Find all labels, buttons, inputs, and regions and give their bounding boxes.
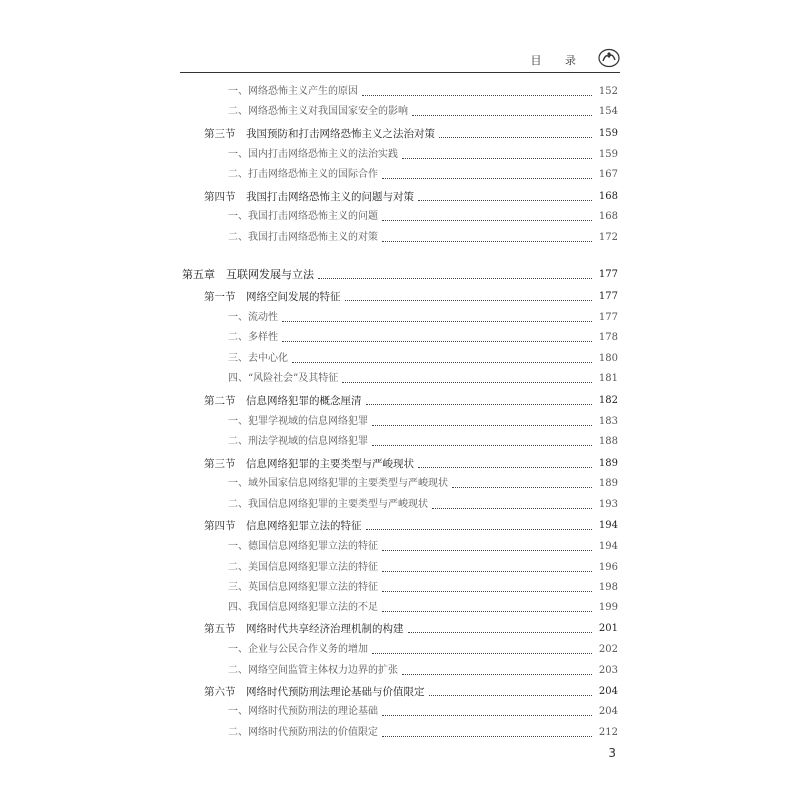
- toc-entry-label: 第三节 我国预防和打击网络恐怖主义之法治对策: [204, 128, 435, 140]
- toc-subsection-entry[interactable]: [228, 309, 618, 325]
- toc-entry-label: 二、网络恐怖主义对我国国家安全的影响: [228, 106, 408, 117]
- dot-leader: [292, 361, 592, 363]
- toc-entry-page: 168: [598, 211, 618, 222]
- dot-leader: [382, 735, 592, 737]
- toc-section-entry[interactable]: [204, 517, 618, 533]
- toc-entry-page: 198: [598, 582, 618, 593]
- toc-entry-page: 183: [598, 416, 618, 427]
- toc-entry-page: 196: [598, 562, 618, 573]
- toc-entry-label: 第四节 我国打击网络恐怖主义的问题与对策: [204, 191, 414, 203]
- toc-entry-page: 181: [598, 373, 618, 384]
- dot-leader: [318, 277, 592, 279]
- toc-entry-label: 第六节 网络时代预防刑法理论基础与价值限定: [204, 686, 425, 698]
- toc-subsection-entry[interactable]: [228, 496, 618, 512]
- toc-subsection-entry[interactable]: [228, 724, 618, 740]
- toc-entry-label: 第一节 网络空间发展的特征: [204, 291, 341, 303]
- toc-entry-page: 204: [598, 706, 618, 717]
- dot-leader: [408, 631, 593, 633]
- dot-leader: [342, 381, 592, 383]
- dot-leader: [402, 157, 592, 159]
- toc-entry-page: 167: [598, 169, 618, 180]
- toc-subsection-entry[interactable]: [228, 83, 618, 99]
- toc-entry-label: 一、德国信息网络犯罪立法的特征: [228, 541, 378, 552]
- toc-entry-page: 203: [598, 665, 618, 676]
- toc-entry-label: 四、“风险社会”及其特征: [228, 373, 339, 384]
- toc-entry-page: 188: [598, 436, 618, 447]
- toc-subsection-entry[interactable]: [228, 579, 618, 595]
- dot-leader: [366, 528, 593, 530]
- toc-entry-page: 194: [598, 520, 618, 531]
- toc-entry-label: 一、流动性: [228, 312, 278, 323]
- toc-section-entry[interactable]: [204, 188, 618, 204]
- dot-leader: [382, 714, 592, 716]
- dot-leader: [382, 590, 592, 592]
- toc-subsection-entry[interactable]: [228, 103, 618, 119]
- toc-entry-page: 172: [598, 232, 618, 243]
- running-header: [180, 50, 620, 72]
- dot-leader: [362, 94, 592, 96]
- toc-entry-label: 四、我国信息网络犯罪立法的不足: [228, 602, 378, 613]
- toc-entry-label: 第五节 网络时代共享经济治理机制的构建: [204, 623, 404, 635]
- dot-leader: [282, 320, 592, 322]
- dot-leader: [372, 444, 592, 446]
- toc-entry-page: 177: [598, 291, 618, 302]
- dot-leader: [372, 424, 592, 426]
- toc-subsection-entry[interactable]: [228, 370, 618, 386]
- dot-leader: [432, 507, 592, 509]
- dot-leader: [418, 199, 592, 201]
- toc-subsection-entry[interactable]: [228, 208, 618, 224]
- dot-leader: [282, 340, 592, 342]
- dot-leader: [372, 652, 592, 654]
- toc-entry-page: 199: [598, 602, 618, 613]
- toc-entry-label: 二、网络时代预防刑法的价值限定: [228, 727, 378, 738]
- toc-subsection-entry[interactable]: [228, 166, 618, 182]
- toc-entry-label: 一、网络恐怖主义产生的原因: [228, 86, 358, 97]
- header-rule: [180, 72, 620, 73]
- dot-leader: [402, 673, 592, 675]
- toc-subsection-entry[interactable]: [228, 662, 618, 678]
- toc-entry-label: 二、多样性: [228, 332, 278, 343]
- toc-entry-page: 194: [598, 541, 618, 552]
- dot-leader: [366, 403, 593, 405]
- dot-leader: [382, 219, 592, 221]
- toc-section-entry[interactable]: [204, 392, 618, 408]
- toc-entry-page: 180: [598, 353, 618, 364]
- toc-entry-label: 一、域外国家信息网络犯罪的主要类型与严峻现状: [228, 478, 448, 489]
- toc-chapter-entry[interactable]: [182, 266, 618, 282]
- toc-entry-label: 二、美国信息网络犯罪立法的特征: [228, 562, 378, 573]
- toc-subsection-entry[interactable]: [228, 350, 618, 366]
- toc-entry-label: 第五章 互联网发展与立法: [182, 268, 314, 281]
- toc-subsection-entry[interactable]: [228, 703, 618, 719]
- toc-entry-label: 一、网络时代预防刑法的理论基础: [228, 706, 378, 717]
- dot-leader: [429, 694, 593, 696]
- toc-entry-page: 189: [598, 458, 618, 469]
- toc-entry-page: 212: [598, 727, 618, 738]
- toc-entry-label: 一、国内打击网络恐怖主义的法治实践: [228, 149, 398, 160]
- toc-entry-page: 159: [598, 128, 618, 139]
- dot-leader: [345, 299, 593, 301]
- toc-entry-page: 152: [598, 86, 618, 97]
- toc-entry-page: 201: [598, 623, 618, 634]
- publisher-logo-icon: [598, 48, 620, 68]
- toc-subsection-entry[interactable]: [228, 229, 618, 245]
- toc-subsection-entry[interactable]: [228, 433, 618, 449]
- dot-leader: [452, 486, 592, 488]
- toc-subsection-entry[interactable]: [228, 641, 618, 657]
- toc-subsection-entry[interactable]: [228, 599, 618, 615]
- toc-entry-page: 178: [598, 332, 618, 343]
- dot-leader: [382, 570, 592, 572]
- toc-entry-page: 202: [598, 644, 618, 655]
- toc-entry-label: 二、我国信息网络犯罪的主要类型与严峻现状: [228, 499, 428, 510]
- toc-section-entry[interactable]: [204, 288, 618, 304]
- toc-entry-page: 168: [598, 191, 618, 202]
- toc-entry-label: 一、我国打击网络恐怖主义的问题: [228, 211, 378, 222]
- toc-subsection-entry[interactable]: [228, 559, 618, 575]
- dot-leader: [418, 466, 592, 468]
- toc-entry-page: 154: [598, 106, 618, 117]
- toc-entry-label: 一、犯罪学视域的信息网络犯罪: [228, 416, 368, 427]
- toc-entry-page: 177: [598, 269, 618, 280]
- toc-entry-label: 二、我国打击网络恐怖主义的对策: [228, 232, 378, 243]
- dot-leader: [382, 177, 592, 179]
- toc-subsection-entry[interactable]: [228, 329, 618, 345]
- toc-entry-label: 二、打击网络恐怖主义的国际合作: [228, 169, 378, 180]
- page-number: 3: [608, 746, 616, 760]
- toc-entry-page: 189: [598, 478, 618, 489]
- toc-entry-page: 193: [598, 499, 618, 510]
- toc-entry-page: 204: [598, 686, 618, 697]
- toc-entry-page: 182: [598, 395, 618, 406]
- toc-entry-page: 159: [598, 149, 618, 160]
- dot-leader: [382, 240, 592, 242]
- dot-leader: [382, 610, 592, 612]
- toc-entry-label: 三、去中心化: [228, 353, 288, 364]
- toc-entry-label: 二、网络空间监管主体权力边界的扩张: [228, 665, 398, 676]
- toc-subsection-entry[interactable]: [228, 475, 618, 491]
- toc-entry-label: 第二节 信息网络犯罪的概念厘清: [204, 395, 362, 407]
- toc-entry-label: 第四节 信息网络犯罪立法的特征: [204, 520, 362, 532]
- toc-section-entry[interactable]: [204, 683, 618, 699]
- dot-leader: [382, 549, 592, 551]
- header-title: 目 录: [530, 54, 586, 67]
- toc-entry-label: 第三节 信息网络犯罪的主要类型与严峻现状: [204, 458, 414, 470]
- toc-subsection-entry[interactable]: [228, 413, 618, 429]
- toc-entry-label: 二、刑法学视域的信息网络犯罪: [228, 436, 368, 447]
- toc-entry-label: 一、企业与公民合作义务的增加: [228, 644, 368, 655]
- toc-entry-page: 177: [598, 312, 618, 323]
- dot-leader: [412, 114, 592, 116]
- toc-subsection-entry[interactable]: [228, 146, 618, 162]
- toc-subsection-entry[interactable]: [228, 538, 618, 554]
- toc-section-entry[interactable]: [204, 125, 618, 141]
- toc-section-entry[interactable]: [204, 455, 618, 471]
- toc-section-entry[interactable]: [204, 620, 618, 636]
- dot-leader: [439, 136, 592, 138]
- toc-entry-label: 三、英国信息网络犯罪立法的特征: [228, 582, 378, 593]
